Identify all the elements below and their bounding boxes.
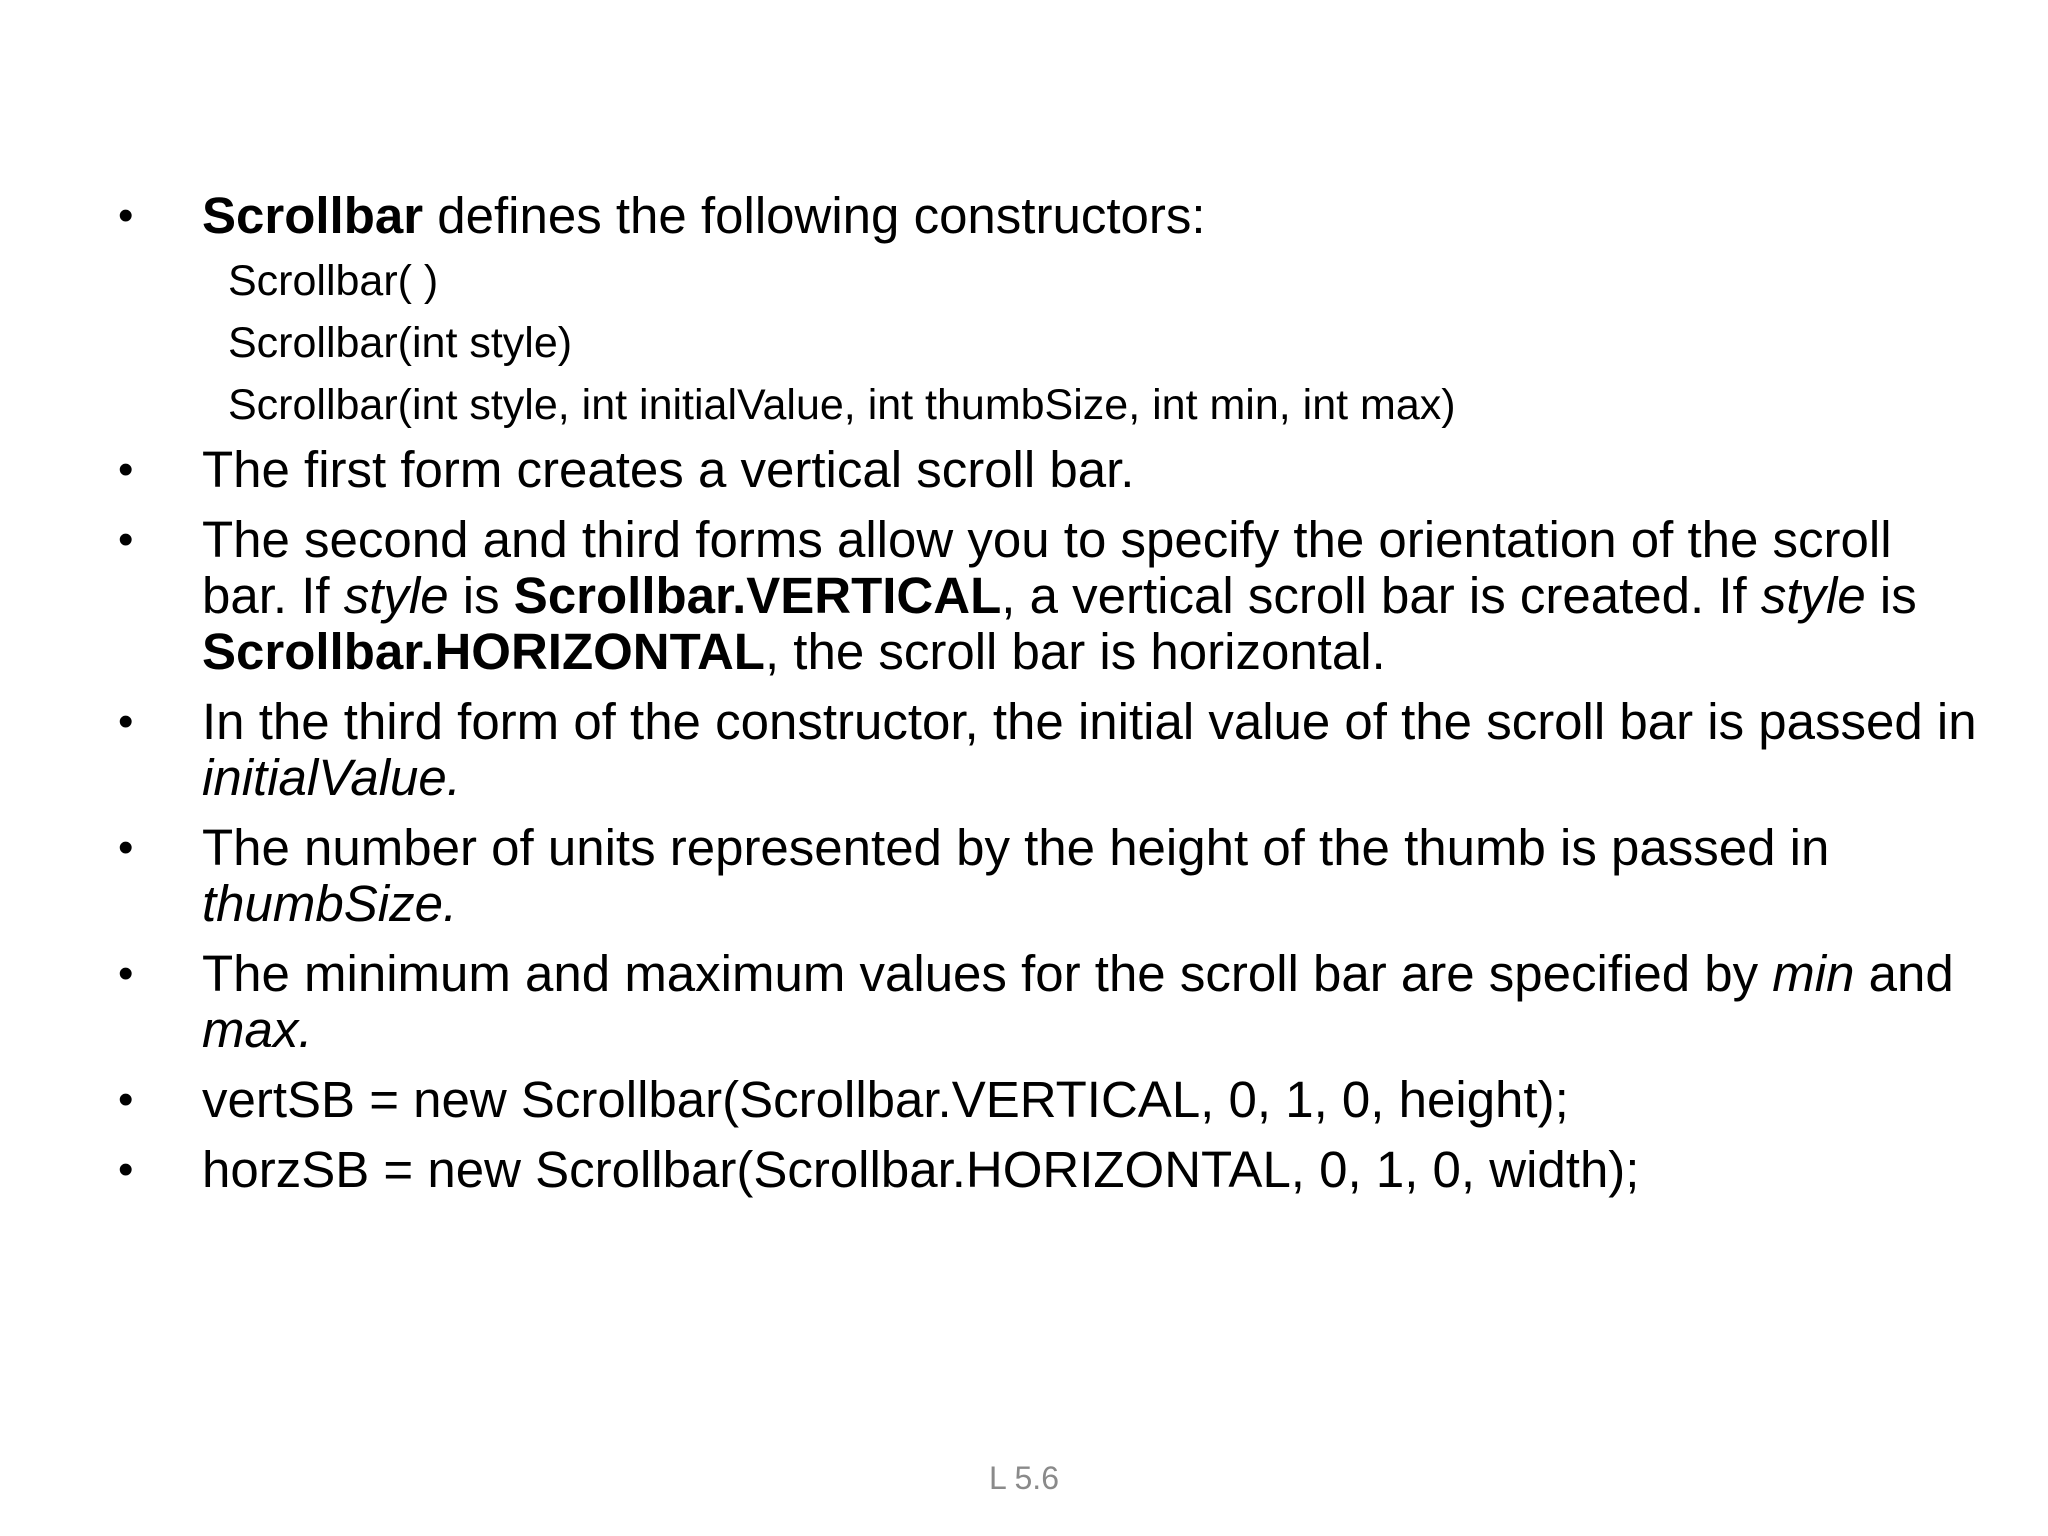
bullet-2-text: The first form creates a vertical scroll bar. [202, 441, 1135, 498]
bullet-5-text: The number of units represented by the height of the thumb is passed in [202, 819, 1830, 876]
bullet-6-text-b: and [1854, 945, 1954, 1002]
const-vertical: Scrollbar.VERTICAL [513, 567, 1002, 624]
param-thumb-size: thumbSize. [202, 875, 458, 932]
bullet-dot: • [118, 445, 134, 494]
bullet-dot: • [118, 1075, 134, 1124]
bullet-8 [118, 1142, 1978, 1198]
constructor-3: Scrollbar(int style, int initialValue, int thumbSize, int min, int max) [228, 381, 1456, 429]
bullet-3-text-e: , the scroll bar is horizontal. [764, 623, 1386, 680]
bullet-3-text-d: is [1865, 567, 1917, 624]
param-style: style [1760, 567, 1866, 624]
bullet-3 [118, 512, 1978, 680]
bullet-1 [118, 188, 1978, 244]
constructor-2: Scrollbar(int style) [228, 319, 573, 367]
code-horz-sb: horzSB = new Scrollbar(Scrollbar.HORIZONTAL, 0, 1, 0, width); [202, 1141, 1640, 1198]
bullet-3-text-b: is [448, 567, 514, 624]
bullet-dot: • [118, 1145, 134, 1194]
bullet-2 [118, 442, 1978, 498]
class-name-scrollbar: Scrollbar [202, 187, 424, 244]
bullet-7 [118, 1072, 1978, 1128]
bullet-5 [118, 820, 1978, 932]
constructor-1: Scrollbar( ) [228, 257, 439, 305]
bullet-dot: • [118, 191, 134, 240]
bullet-4-text: In the third form of the constructor, the initial value of the scroll bar is passed in [202, 693, 1977, 750]
bullet-3-text-a: The second and third forms allow you to specify the orientation of the scroll bar. If [202, 511, 1892, 624]
slide-number: L 5.6 [989, 1460, 1059, 1496]
bullet-6-text-a: The minimum and maximum values for the scroll bar are specified by [202, 945, 1773, 1002]
param-style: style [343, 567, 449, 624]
bullet-4 [118, 694, 1978, 806]
bullet-dot: • [118, 697, 134, 746]
bullet-dot: • [118, 515, 134, 564]
const-horizontal: Scrollbar.HORIZONTAL [202, 623, 765, 680]
bullet-6 [118, 946, 1978, 1058]
bullet-3-text-c: , a vertical scroll bar is created. If [1001, 567, 1761, 624]
param-initial-value: initialValue. [202, 749, 461, 806]
param-max: max. [202, 1001, 313, 1058]
code-vert-sb: vertSB = new Scrollbar(Scrollbar.VERTICAL, 0, 1, 0, height); [202, 1071, 1569, 1128]
bullet-dot: • [118, 823, 134, 872]
slide-content [118, 188, 1978, 1198]
bullet-1-text: defines the following constructors: [423, 187, 1206, 244]
bullet-dot: • [118, 949, 134, 998]
param-min: min [1772, 945, 1855, 1002]
constructor-list [118, 250, 1978, 436]
